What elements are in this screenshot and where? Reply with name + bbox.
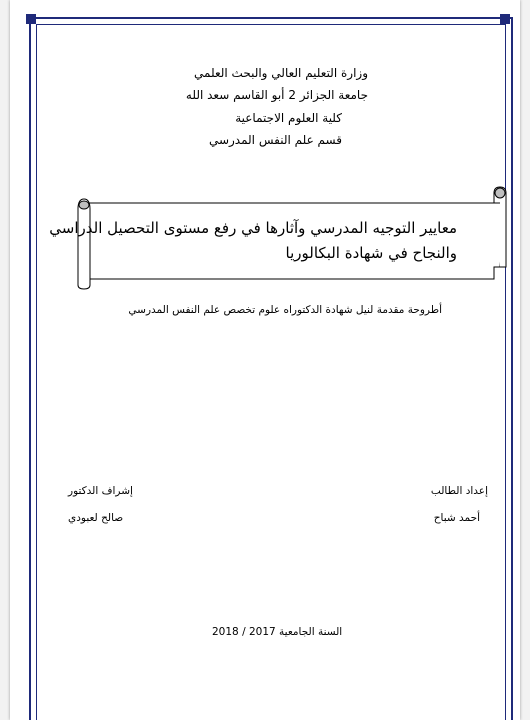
page-border-inner bbox=[36, 24, 506, 720]
document-page bbox=[10, 0, 520, 720]
ministry-name: وزارة التعليم العالي والبحث العلمي bbox=[194, 66, 368, 80]
student-label: إعداد الطالب bbox=[430, 485, 488, 497]
supervisor-label: إشراف الدكتور bbox=[68, 485, 133, 497]
thesis-title-line-1: معايير التوجيه المدرسي وآثارها في رفع مستوى التحصيل الدراسي bbox=[49, 219, 457, 237]
university-name: جامعة الجزائر 2 أبو القاسم سعد الله bbox=[185, 88, 368, 102]
supervisor-name: صالح لعبودي bbox=[68, 512, 124, 524]
thesis-subtitle: أطروحة مقدمة لنيل شهادة الدكتوراه علوم تخصص علم النفس المدرسي bbox=[128, 304, 442, 316]
border-corner-top-right bbox=[500, 14, 510, 24]
faculty-name: كلية العلوم الاجتماعية bbox=[235, 111, 342, 125]
thesis-title-line-2: والنجاح في شهادة البكالوريا bbox=[285, 244, 457, 262]
academic-year: السنة الجامعية 2017 / 2018 bbox=[212, 626, 343, 638]
student-name: أحمد شباح bbox=[433, 512, 480, 524]
department-name: قسم علم النفس المدرسي bbox=[208, 133, 342, 147]
border-corner-top-left bbox=[26, 14, 36, 24]
